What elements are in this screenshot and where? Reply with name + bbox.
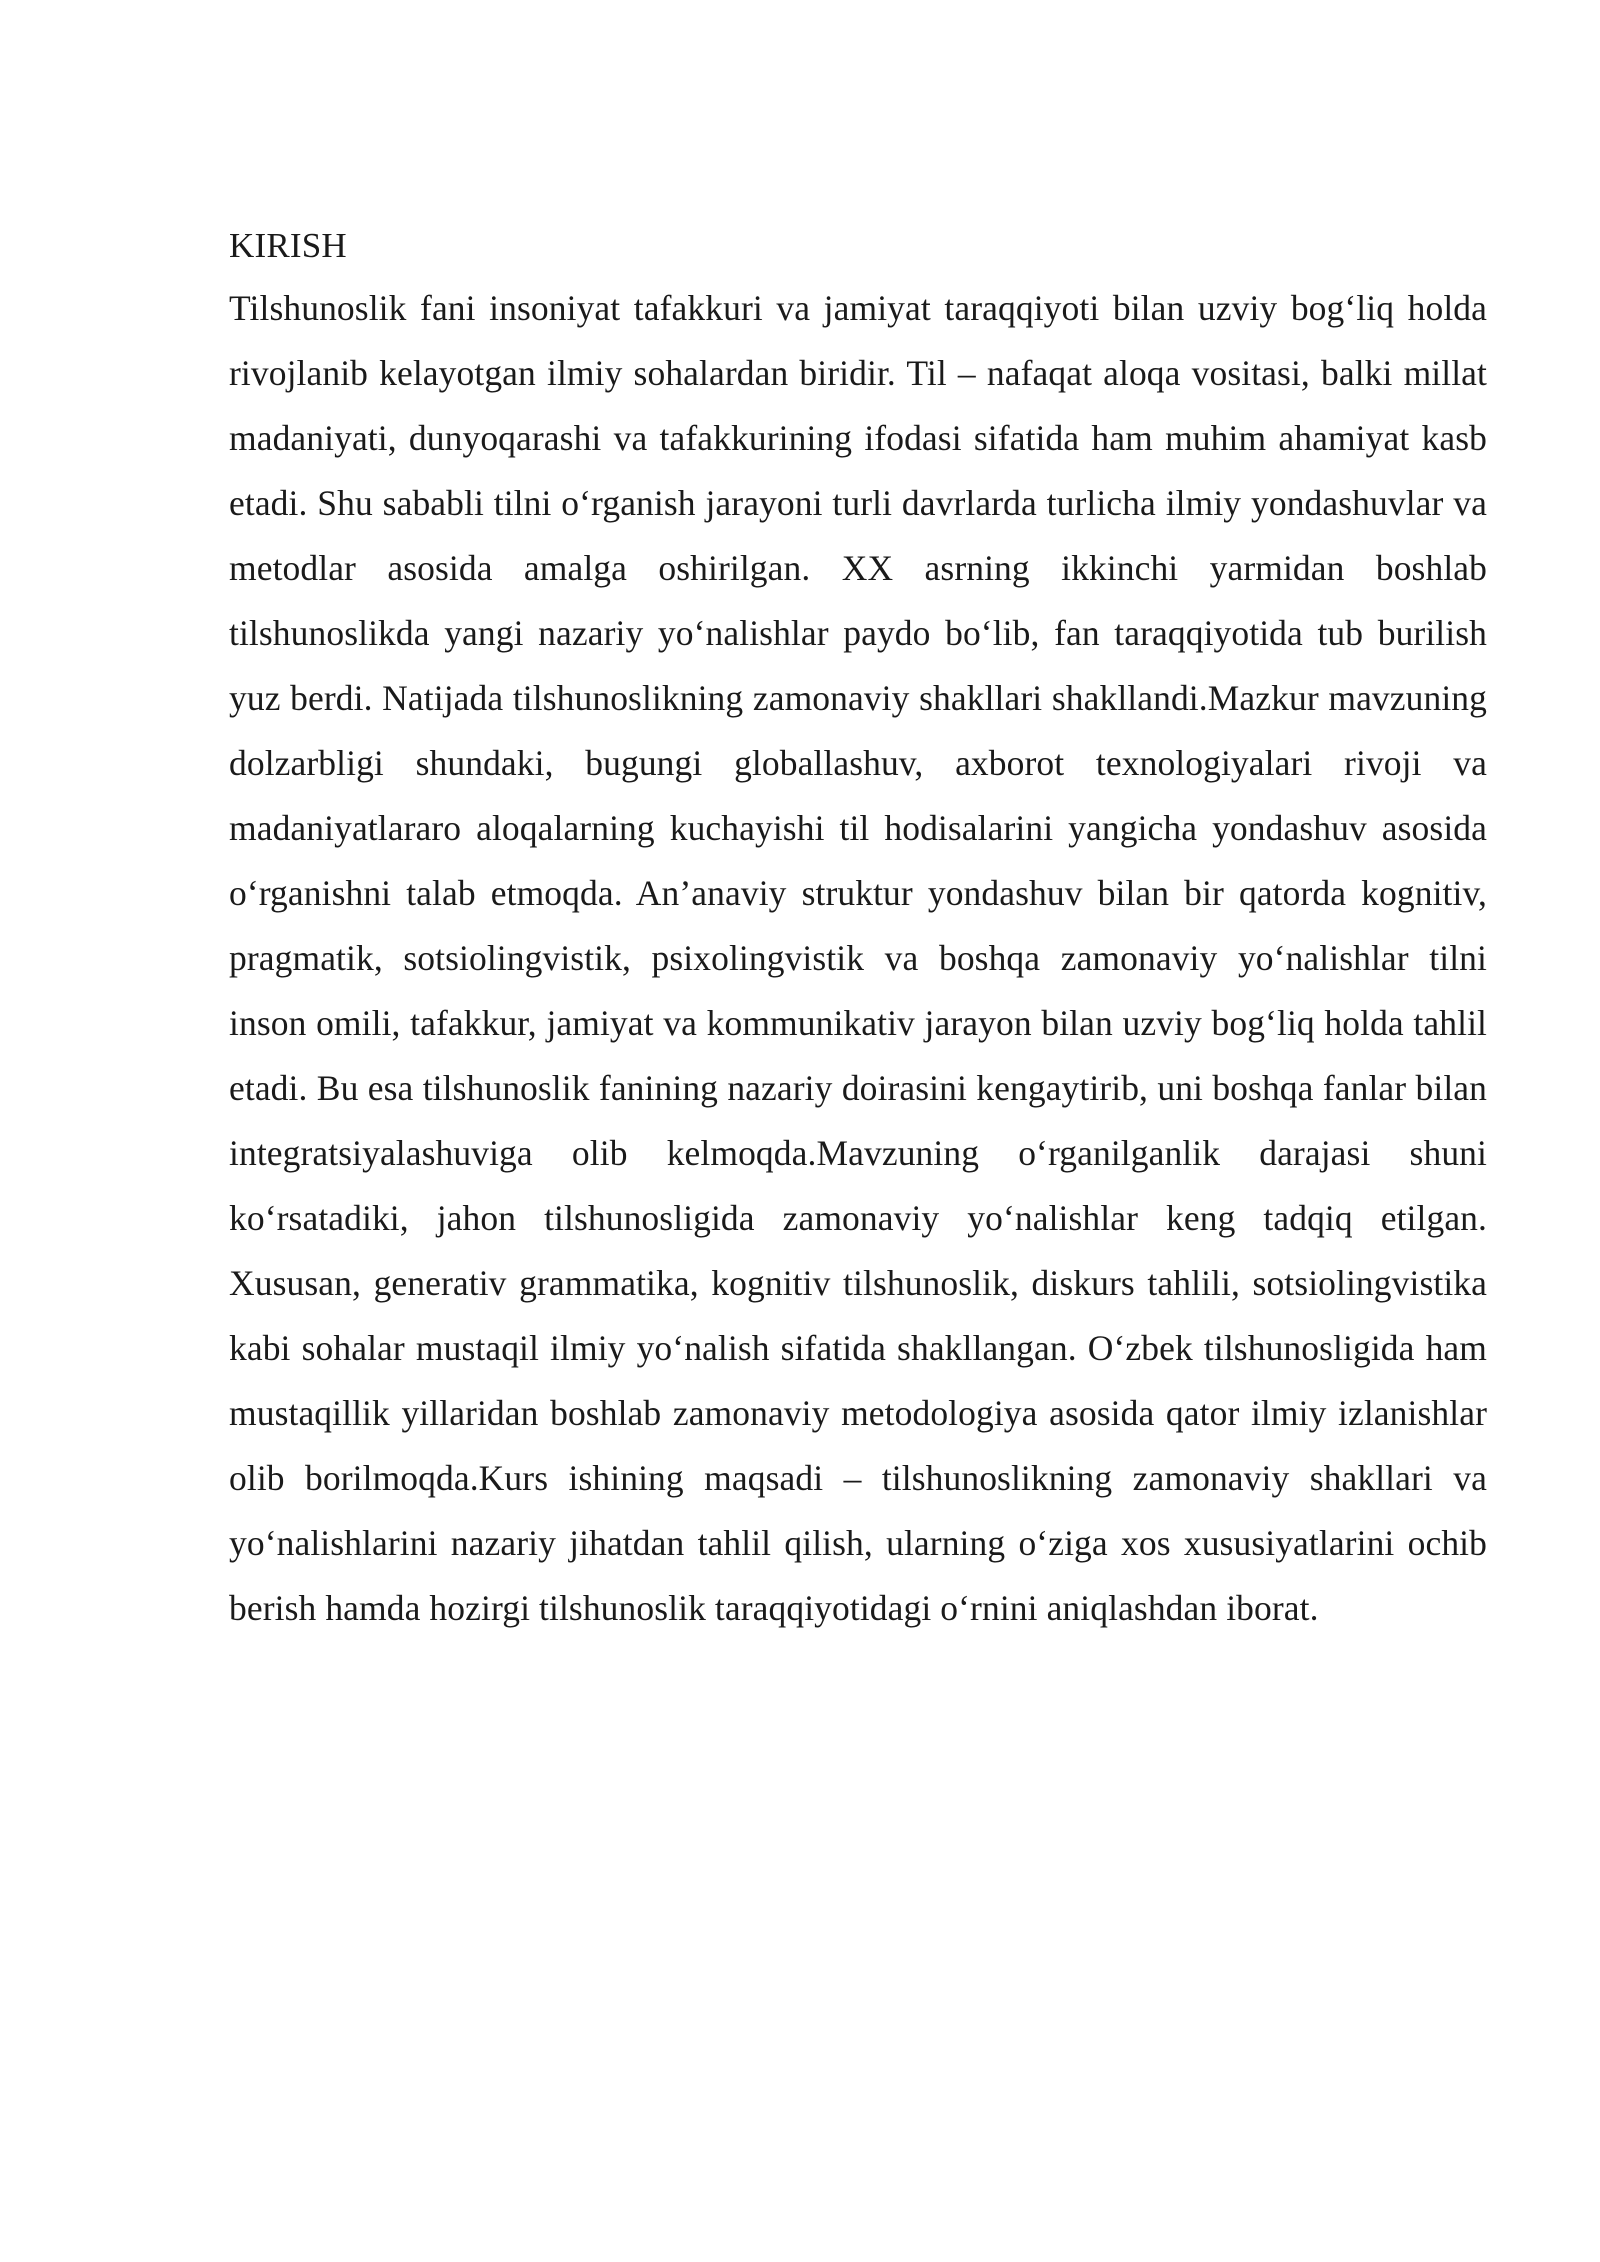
body-paragraph: Tilshunoslik fani insoniyat tafakkuri va jamiyat taraqqiyoti bilan uzviy bog‘liq holda rivojlanib kelayotgan ilmiy sohalardan biridir. Til – nafaqat aloqa vositasi, balki millat madaniyati, dunyoqarashi va tafakkurining ifodasi sifatida ham muhim ahamiyat kasb etadi. Shu sababli tilni o‘rganish jarayoni turli davrlarda turlicha ilmiy yondashuvlar va metodlar asosida amalga oshirilgan. XX asrning ikkinchi yarmidan boshlab tilshunoslikda yangi nazariy yo‘nalishlar paydo bo‘lib, fan taraqqiyotida tub burilish yuz berdi. Natijada tilshunoslikning zamonaviy shakllari shakllandi.Mazkur mavzuning dolzarbligi shundaki, bugungi globallashuv, axborot texnologiyalari rivoji va madaniyatlararo aloqalarning kuchayishi til hodisalarini yangicha yondashuv asosida o‘rganishni talab etmoqda. An’anaviy struktur yondashuv bilan bir qatorda kognitiv, pragmatik, sotsiolingvistik, psixolingvistik va boshqa zamonaviy yo‘nalishlar tilni inson omili, tafakkur, jamiyat va kommunikativ jarayon bilan uzviy bog‘liq holda tahlil etadi. Bu esa tilshunoslik fanining nazariy doirasini kengaytirib, uni boshqa fanlar bilan integratsiyalashuviga olib kelmoqda.Mavzuning o‘rganilganlik darajasi shuni ko‘rsatadiki, jahon tilshunosligida zamonaviy yo‘nalishlar keng tadqiq etilgan. Xususan, generativ grammatika, kognitiv tilshunoslik, diskurs tahlili, sotsiolingvistika kabi sohalar mustaqil ilmiy yo‘nalish sifatida shakllangan. O‘zbek tilshunosligida ham mustaqillik yillaridan boshlab zamonaviy metodologiya asosida qator ilmiy izlanishlar olib borilmoqda.Kurs ishining maqsadi – tilshunoslikning zamonaviy shakllari va yo‘nalishlarini nazariy jihatdan tahlil qilish, ularning o‘ziga xos xususiyatlarini ochib berish hamda hozirgi tilshunoslik taraqqiyotidagi o‘rnini aniqlashdan iborat. xyxy=(229,288,1487,1628)
section-heading: KIRISH xyxy=(229,226,347,265)
page-content xyxy=(229,220,1487,1641)
